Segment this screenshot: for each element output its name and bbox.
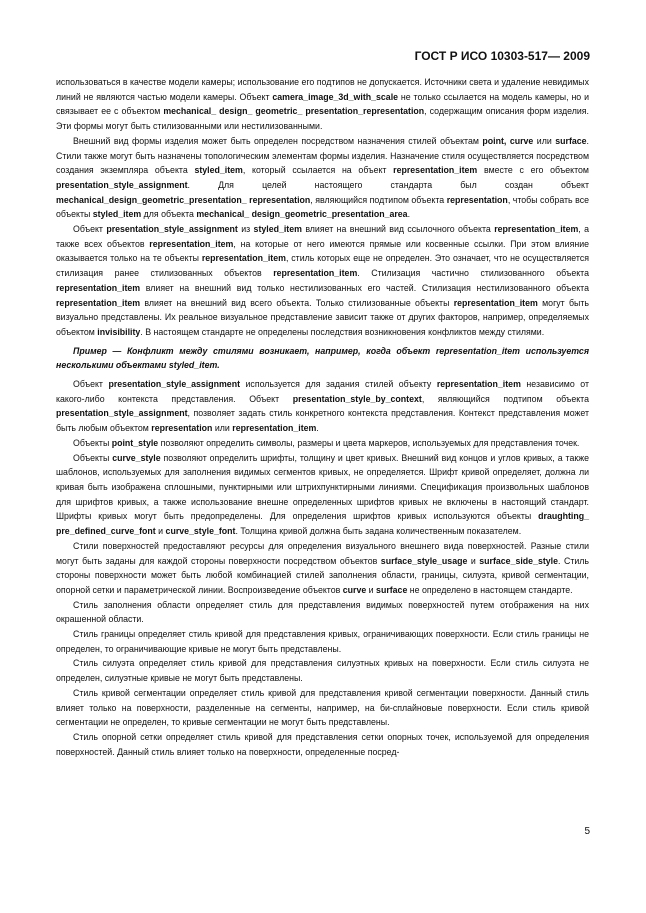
- entity-name: presentation_style_assignment: [56, 179, 188, 190]
- text-run: позволяют определить шрифты, толщину и цвет кривых. Внешний вид концов и углов кривых, а также шаблонов, используемых для заполнения видимых сегментов кривых, не определяется. Шрифт кривой определяет, должна ли кривая быть изображена сплошными, пунктирными или штрихпунктирными линиями. Спецификация произвольных шаблонов для шрифтов кривых, а также использование внешне определенных шрифтов кривых не включены в настоящий стандарт. Шрифты кривых могут быть предопределены. Для определения шрифтов кривых используются объекты: [56, 452, 589, 522]
- page-number: 5: [584, 826, 590, 837]
- entity-name: representation_item: [494, 224, 579, 235]
- entity-name: representation: [446, 194, 508, 205]
- entity-name: representation_item: [56, 297, 141, 308]
- text-run: Внешний вид формы изделия может быть определен посредством назначения стилей объектам: [73, 135, 483, 146]
- text-run: и: [155, 526, 166, 537]
- text-run: влияет на внешний вид только нестилизованных его частей. Стилизация нестилизованного объекта: [140, 282, 589, 293]
- text-run: , чтобы собрать все объекты: [56, 194, 589, 220]
- text-run: Объекты: [73, 452, 113, 463]
- text-run: могут быть визуально представлены. Их реальное визуальное представление зависит также от других факторов, например, определяемых объектом: [56, 297, 589, 337]
- entity-name: presentation_style_assignment: [108, 379, 240, 390]
- text-run: влияет на внешний вид ссылочного объекта: [301, 224, 495, 235]
- entity-name: mechanical_design_geometric_presentation_ representation: [56, 194, 311, 205]
- text-run: . Стили также могут быть назначены топологическим элементам формы изделия. Назначение стиля осуществляется посредством создания экземпляра объекта: [56, 135, 589, 176]
- text-run: , а также всех объектов: [56, 224, 590, 249]
- entity-name: surface: [555, 135, 587, 146]
- text-run: и: [467, 555, 480, 566]
- body-text: [56, 75, 589, 759]
- entity-name: styled_item: [92, 209, 142, 220]
- entity-name: representation_item: [273, 268, 358, 279]
- entity-name: representation_item: [453, 297, 538, 308]
- entity-name: representation_item: [149, 238, 234, 249]
- entity-name: curve_style: [112, 452, 161, 463]
- text-run: , являющийся подтипом объекта: [421, 393, 589, 404]
- entity-name: surface: [376, 584, 408, 595]
- paragraph: [56, 451, 589, 539]
- entity-name: point, curve: [482, 135, 534, 146]
- entity-name: representation_item: [56, 282, 141, 293]
- text-run: или: [212, 423, 233, 434]
- text-run: влияет на внешний вид всего объекта. Только стилизованные объекты: [140, 297, 454, 308]
- text-run: позволяют определить символы, размеры и цвета маркеров, используемых для представления точек.: [158, 437, 580, 448]
- text-run: , являющийся подтипом объекта: [310, 194, 447, 205]
- text-run: из: [237, 224, 254, 235]
- entity-name: point_style: [111, 437, 159, 448]
- entity-name: curve_style_font: [165, 526, 236, 537]
- entity-name: representation_item: [393, 165, 478, 176]
- text-run: или: [533, 135, 556, 146]
- text-run: . В настоящем стандарте не определены последствия возникновения конфликтов между стилями.: [140, 326, 545, 337]
- paragraph: [56, 134, 589, 222]
- entity-name: invisibility: [97, 326, 141, 337]
- text-run: . Стилизация частично стилизованного объекта: [357, 268, 589, 279]
- text-run: Стиль заполнения области определяет стиль для представления видимых поверхностей путем отображения на них окрашенной области.: [56, 599, 589, 625]
- entity-name: representation: [151, 423, 213, 434]
- entity-name: camera_image_3d_with_scale: [272, 91, 399, 102]
- entity-name: mechanical_ design_ geometric_ presentation_representation: [163, 106, 425, 117]
- paragraph: [56, 627, 589, 656]
- entity-name: presentation_style_by_context: [292, 393, 422, 404]
- example-paragraph: [56, 344, 589, 373]
- text-run: Стиль кривой сегментации определяет стиль кривой для представления кривой сегментации поверхности. Данный стиль влияет только на поверхности, разделенные на сегменты, например, на би-сплайновые поверхности. Если стиль кривой сегментации не определен, то кривые сегментации не могут быть представлены.: [56, 687, 589, 728]
- paragraph: [56, 656, 589, 685]
- text-run: используется для задания стилей объекту: [240, 379, 437, 390]
- text-run: . Для целей настоящего стандарта был создан объект: [187, 179, 589, 190]
- entity-name: styled_item: [194, 165, 243, 176]
- text-run: .: [407, 209, 411, 220]
- entity-name: curve: [342, 584, 367, 595]
- text-run: Объект: [73, 224, 107, 235]
- text-run: Стиль опорной сетки определяет стиль кривой для представления сетки опорных точек, используемой для определения поверхностей. Данный стиль влияет только на поверхности, определенные посред-: [56, 731, 589, 757]
- text-run: , содержащим описания форм изделия. Эти формы могут быть стилизованными или нестилизованными.: [56, 106, 589, 132]
- entity-name: representation_item: [436, 379, 521, 390]
- paragraph: [56, 539, 589, 598]
- text-run: Объект: [73, 379, 109, 390]
- text-run: .: [316, 423, 319, 434]
- text-run: , который ссылается на объект: [242, 165, 394, 176]
- text-run: . Стиль стороны поверхности может быть любой комбинацией стилей заполнения области, границы, силуэта, кривой сегментации, опорной сетки и параметрической линии. Воспроизведение объектов: [56, 555, 589, 595]
- text-run: , стиль которых еще не определен. Это означает, что не осуществляется стилизация ранее стилизованных объектов: [56, 253, 589, 279]
- text-run: не только ссылается на модель камеры, но и связывает ее с объектом: [56, 91, 589, 117]
- text-run: , на которые от него имеются прямые или косвенные ссылки. При этом влияние оказывается только на те объекты: [56, 238, 589, 264]
- paragraph: [56, 75, 589, 134]
- text-run: Объекты: [73, 437, 112, 448]
- paragraph: [56, 436, 589, 451]
- entity-name: draughting_ pre_defined_curve_font: [56, 511, 589, 537]
- entity-name: styled_item: [253, 224, 302, 235]
- text-run: независимо от какого-либо контекста представления. Объект: [56, 379, 589, 404]
- text-run: использоваться в качестве модели камеры; использование его подтипов не допускается. Источники света и удаление невидимых линий не являются частью модели камеры. Объект: [56, 77, 589, 102]
- text-run: Стиль границы определяет стиль кривой для представления кривых, ограничивающих поверхности. Если стиль границы не определен, то ограничивающие кривые не могут быть представлены.: [56, 629, 589, 654]
- entity-name: presentation_style_assignment: [106, 224, 238, 235]
- text-run: вместе с его объектом: [477, 165, 589, 176]
- entity-name: surface_style_usage: [380, 555, 468, 566]
- paragraph: [56, 730, 589, 759]
- text-run: Стили поверхностей предоставляют ресурсы для определения визуального внешнего вида поверхностей. Разные стили могут быть заданы для каждой стороны поверхности посредством объектов: [56, 540, 589, 566]
- entity-name: representation_item: [201, 253, 286, 264]
- text-run: для объекта: [141, 209, 197, 220]
- paragraph: [56, 598, 589, 627]
- entity-name: mechanical_ design_geometric_presentation_area: [196, 209, 408, 220]
- text-run: не определено в настоящем стандарте.: [407, 584, 573, 595]
- entity-name: presentation_style_assignment: [56, 408, 188, 419]
- document-header: ГОСТ Р ИСО 10303-517— 2009: [414, 49, 590, 63]
- paragraph: [56, 686, 589, 730]
- text-run: Стиль силуэта определяет стиль кривой для представления силуэтных кривых на поверхности. Если стиль силуэта не определен, силуэтные кривые не могут быть представлены.: [56, 658, 589, 684]
- entity-name: surface_side_style: [479, 555, 559, 566]
- paragraph: [56, 222, 589, 340]
- paragraph: [56, 377, 589, 436]
- entity-name: representation_item: [232, 423, 317, 434]
- text-run: , позволяет задать стиль конкретного контекста представления. Контекст представления может быть любым объектом: [56, 408, 589, 434]
- text-run: и: [366, 584, 377, 595]
- text-run: . Толщина кривой должна быть задана количественным показателем.: [235, 526, 522, 537]
- text-run: Пример — Конфликт между стилями возникает, например, когда объект representation_item используется несколькими объектами styled_item.: [56, 345, 589, 371]
